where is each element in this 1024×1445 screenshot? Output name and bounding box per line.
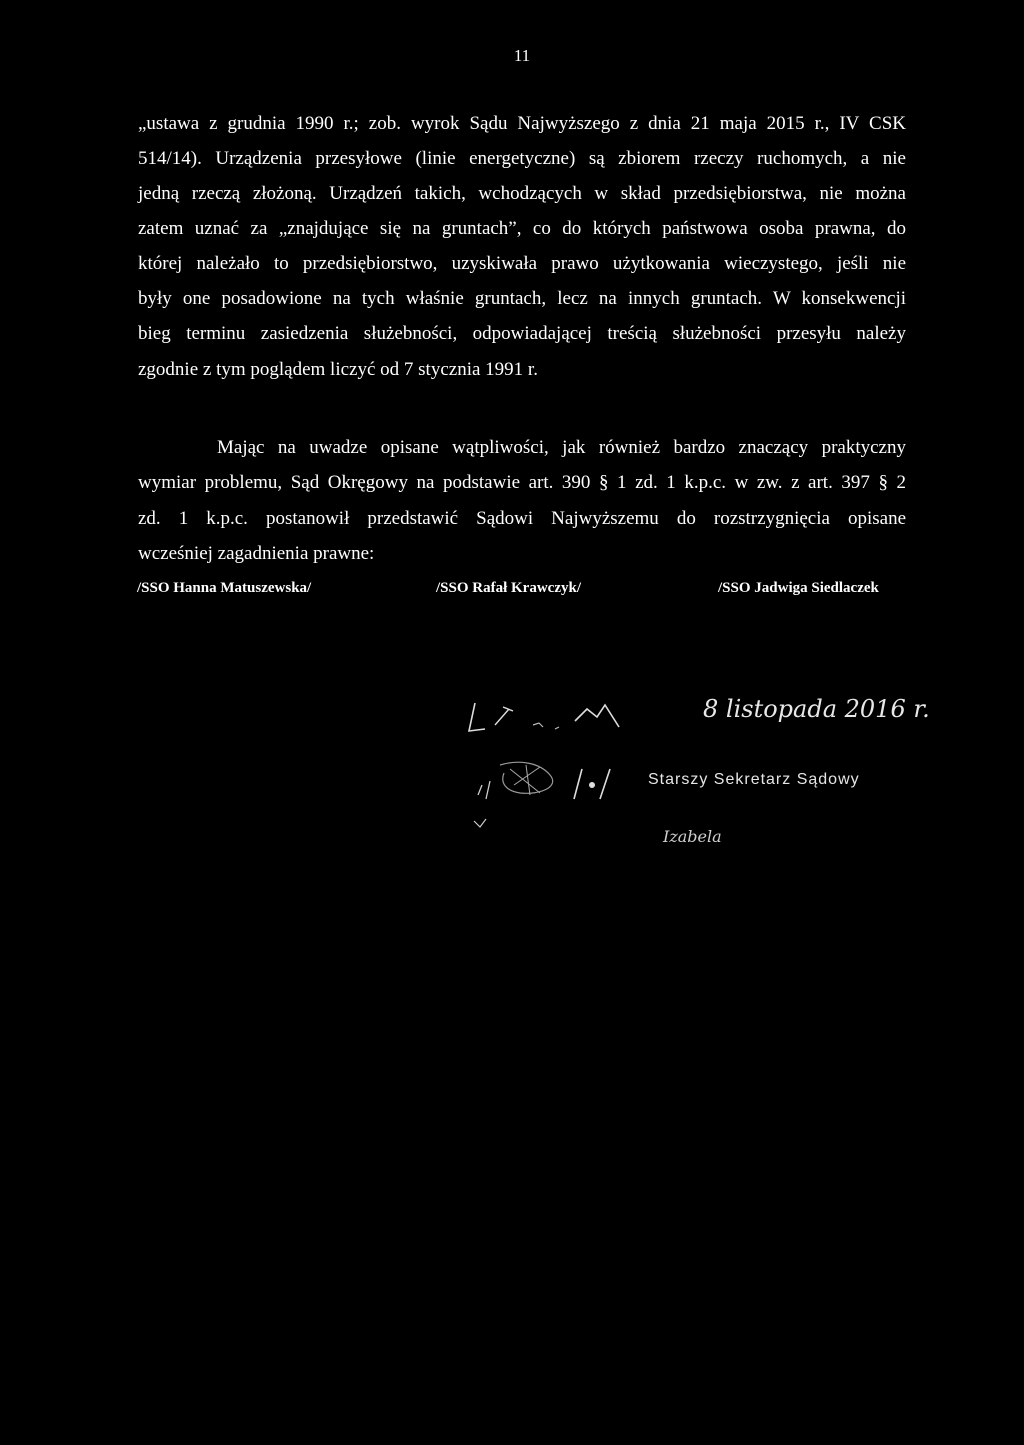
signature-judge-1: /SSO Hanna Matuszewska/ [137, 580, 312, 596]
official-stamp-mark [470, 755, 670, 845]
handwritten-date: 8 listopada 2016 r. [703, 695, 930, 723]
paragraph-2-line-3: zd. 1 k.p.c. postanowił przedstawić Sądowi Najwyższemu do rozstrzygnięcia opisane [138, 508, 906, 529]
paragraph-1-line-2: 514/14). Urządzenia przesyłowe (linie energetyczne) są zbiorem rzeczy ruchomych, a nie [138, 148, 906, 169]
page-number: 11 [513, 46, 531, 65]
paragraph-1-line-7: bieg terminu zasiedzenia służebności, odpowiadającej treścią służebności przesyłu należy [138, 323, 906, 344]
stamp-handwritten-signature: Izabela [663, 827, 722, 846]
paragraph-1-line-8: zgodnie z tym poglądem liczyć od 7 stycznia 1991 r. [138, 359, 538, 380]
stamp-text: Starszy Sekretarz Sądowy [648, 771, 860, 788]
signature-judge-2: /SSO Rafał Krawczyk/ [436, 580, 581, 596]
paragraph-1-line-3: jedną rzeczą złożoną. Urządzeń takich, wchodzących w skład przedsiębiorstwa, nie można [138, 183, 906, 204]
paragraph-1-line-4: zatem uznać za „znajdujące się na gruntach”, co do których państwowa osoba prawna, do [138, 218, 906, 239]
signature-judge-3: /SSO Jadwiga Siedlaczek [718, 580, 879, 596]
paragraph-1-line-5: której należało to przedsiębiorstwo, uzyskiwała prawo użytkowania wieczystego, jeśli nie [138, 253, 906, 274]
paragraph-2-line-1: Mając na uwadze opisane wątpliwości, jak również bardzo znaczący praktyczny [217, 437, 906, 458]
handwritten-initials [465, 695, 625, 745]
paragraph-1-line-1: „ustawa z grudnia 1990 r.; zob. wyrok Sądu Najwyższego z dnia 21 maja 2015 r., IV CSK [138, 113, 906, 134]
paragraph-2-line-4: wcześniej zagadnienia prawne: [138, 543, 375, 564]
paragraph-1-line-6: były one posadowione na tych właśnie gruntach, lecz na innych gruntach. W konsekwencji [138, 288, 906, 309]
paragraph-2-line-2: wymiar problemu, Sąd Okręgowy na podstawie art. 390 § 1 zd. 1 k.p.c. w zw. z art. 397 § 2 [138, 472, 906, 493]
